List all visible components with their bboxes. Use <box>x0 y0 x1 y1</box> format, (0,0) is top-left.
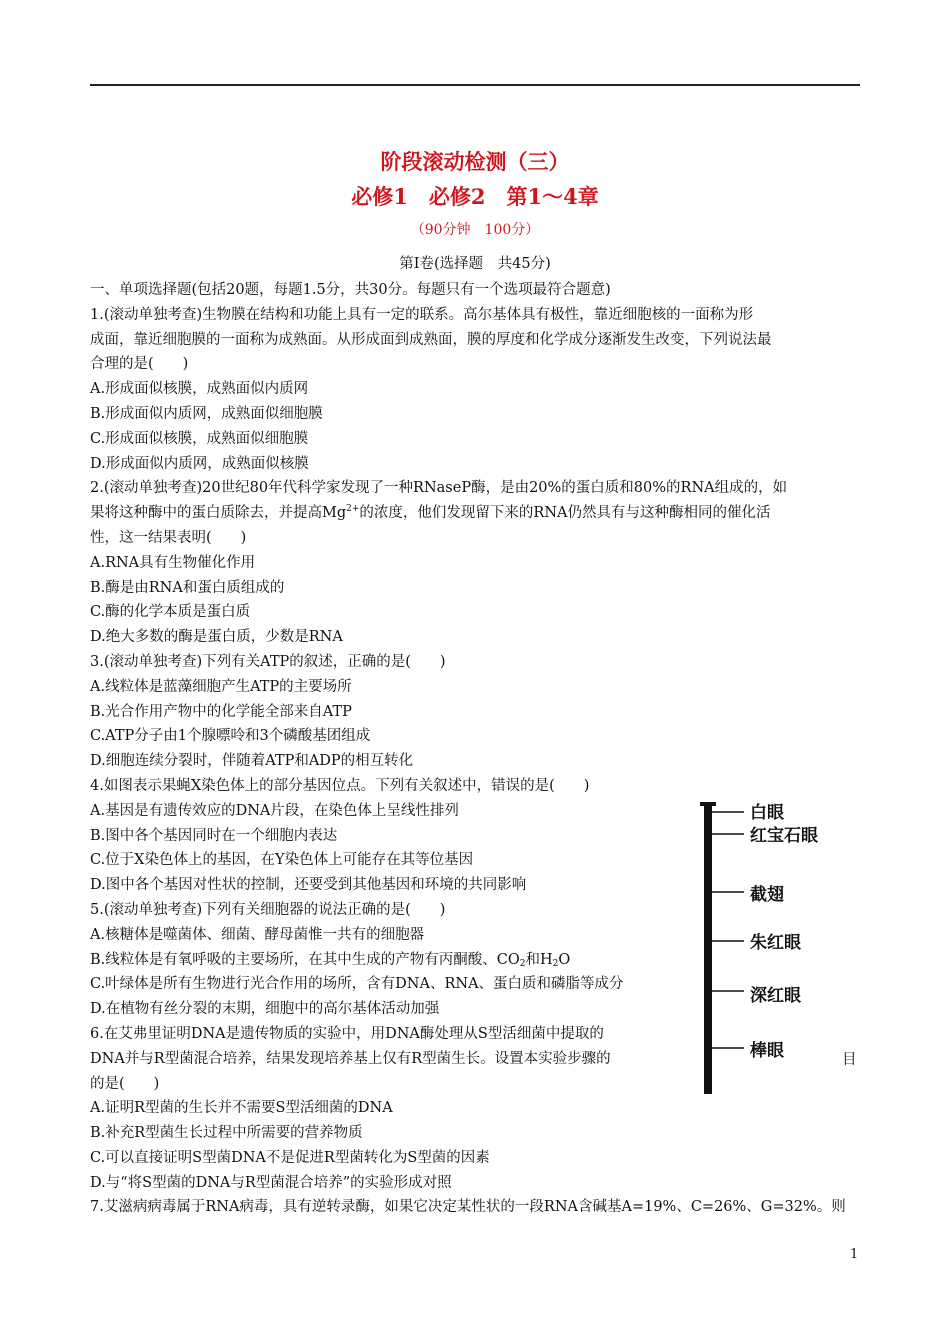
q5-option-b-c: O <box>558 951 571 968</box>
q2-stem-line3: 性，这一结果表明( ) <box>90 529 247 546</box>
q2-stem-line2-a: 果将这种酶中的蛋白质除去，并提高Mg <box>90 505 347 522</box>
q5-option-c: C.叶绿体是所有生物进行光合作用的场所，含有DNA、RNA、蛋白质和磷脂等成分 <box>90 976 624 993</box>
q3-option-a: A.线粒体是蓝藻细胞产生ATP的主要场所 <box>90 678 352 695</box>
q1-stem-line3: 合理的是( ) <box>90 356 189 373</box>
section-instruction: 一、单项选择题(包括20题，每题1.5分，共30分。每题只有一个选项最符合题意) <box>90 282 611 298</box>
q1-stem-line2: 成面，靠近细胞膜的一面称为成熟面。从形成面到成熟面，膜的厚度和化学成分逐渐发生改变，下列说法最 <box>90 331 772 348</box>
q6-option-a: A.证明R型菌的生长并不需要S型活细菌的DNA <box>90 1100 393 1117</box>
q5-option-b-a: B.线粒体是有氧呼吸的主要场所，在其中生成的产物有丙酮酸、CO <box>90 951 520 968</box>
q1-stem-line1: 1.(滚动单独考查)生物膜在结构和功能上具有一定的联系。高尔基体具有极性，靠近细胞核的一面称为形 <box>90 306 754 323</box>
q6-stem-line2-end: 目 <box>842 1052 857 1068</box>
top-rule <box>90 84 860 86</box>
gene-label-dark-red-eye: 深红眼 <box>750 986 801 1005</box>
q4-option-c: C.位于X染色体上的基因，在Y染色体上可能存在其等位基因 <box>90 852 474 869</box>
q6-option-d: D.与“将S型菌的DNA与R型菌混合培养”的实验形成对照 <box>90 1174 452 1191</box>
q5-sub-2: 2 <box>552 958 559 969</box>
q1-option-d: D.形成面似内质网，成熟面似核膜 <box>90 455 309 472</box>
q2-option-c: C.酶的化学本质是蛋白质 <box>90 604 251 621</box>
q6-option-c: C.可以直接证明S型菌DNA不是促进R型菌转化为S型菌的因素 <box>90 1149 490 1166</box>
page-title: 阶段滚动检测（三） <box>380 149 570 174</box>
q7-stem-line1: 7.艾滋病病毒属于RNA病毒，具有逆转录酶，如果它决定某性状的一段RNA含碱基A=19%、C=26%、G=32%。则 <box>90 1199 846 1216</box>
q3-option-b: B.光合作用产物中的化学能全部来自ATP <box>90 703 352 720</box>
gene-label-white-eye: 白眼 <box>750 803 784 822</box>
q4-option-d: D.图中各个基因对性状的控制，还要受到其他基因和环境的共同影响 <box>90 877 527 894</box>
q2-option-d: D.绝大多数的酶是蛋白质，少数是RNA <box>90 629 343 646</box>
q1-option-c: C.形成面似核膜，成熟面似细胞膜 <box>90 430 309 447</box>
section-heading: 第Ⅰ卷(选择题 共45分) <box>399 256 551 272</box>
q6-stem-line2: DNA并与R型菌混合培养，结果发现培养基上仅有R型菌生长。设置本实验步骤的 <box>90 1050 611 1067</box>
gene-label-vermilion-eye: 朱红眼 <box>750 933 801 952</box>
chromosome-diagram <box>700 796 860 1096</box>
q2-stem-line2 <box>90 501 862 526</box>
q6-stem-line1: 6.在艾弗里证明DNA是遗传物质的实验中，用DNA酶处理从S型活细菌中提取的 <box>90 1025 604 1042</box>
q2-stem-line2-b: 的浓度，他们发现留下来的RNA仍然具有与这种酶相同的催化活 <box>359 505 771 522</box>
time-score: （90分钟 100分） <box>410 222 540 238</box>
q6-stem-line3: 的是( ) <box>90 1075 160 1092</box>
q4-option-b: B.图中各个基因同时在一个细胞内表达 <box>90 827 338 844</box>
q4-stem: 4.如图表示果蝇X染色体上的部分基因位点。下列有关叙述中，错误的是( ) <box>90 777 590 794</box>
q3-option-d: D.细胞连续分裂时，伴随着ATP和ADP的相互转化 <box>90 753 414 770</box>
gene-label-bar-eye: 棒眼 <box>750 1041 784 1060</box>
q2-option-b: B.酶是由RNA和蛋白质组成的 <box>90 579 285 596</box>
q5-option-a: A.核糖体是噬菌体、细菌、酵母菌惟一共有的细胞器 <box>90 926 425 943</box>
chromosome-bar <box>704 804 712 1094</box>
q1-option-a: A.形成面似核膜，成熟面似内质网 <box>90 381 309 398</box>
q6-option-b: B.补充R型菌生长过程中所需要的营养物质 <box>90 1125 363 1142</box>
page-number: 1 <box>850 1247 859 1262</box>
q4-option-a: A.基因是有遗传效应的DNA片段，在染色体上呈线性排列 <box>90 802 459 819</box>
chromosome-cap <box>700 802 716 806</box>
q5-option-b-b: 和H <box>525 951 553 968</box>
q2-superscript: 2+ <box>346 504 360 515</box>
q2-stem-line1: 2.(滚动单独考查)20世纪80年代科学家发现了一种RNaseP酶，是由20%的蛋白质和80%的RNA组成的，如 <box>90 480 788 497</box>
q2-option-a: A.RNA具有生物催化作用 <box>90 554 256 571</box>
q1-option-b: B.形成面似内质网，成熟面似细胞膜 <box>90 405 323 422</box>
q5-stem: 5.(滚动单独考查)下列有关细胞器的说法正确的是( ) <box>90 901 446 918</box>
q3-option-c: C.ATP分子由1个腺嘌呤和3个磷酸基团组成 <box>90 728 371 745</box>
page-subtitle: 必修1 必修2 第1～4章 <box>351 184 599 209</box>
gene-label-cut-wing: 截翅 <box>750 885 784 904</box>
gene-label-ruby-eye: 红宝石眼 <box>750 826 818 845</box>
q5-option-d: D.在植物有丝分裂的末期，细胞中的高尔基体活动加强 <box>90 1001 440 1018</box>
q3-stem: 3.(滚动单独考查)下列有关ATP的叙述，正确的是( ) <box>90 653 446 670</box>
q5-sub-1: 2 <box>519 958 526 969</box>
